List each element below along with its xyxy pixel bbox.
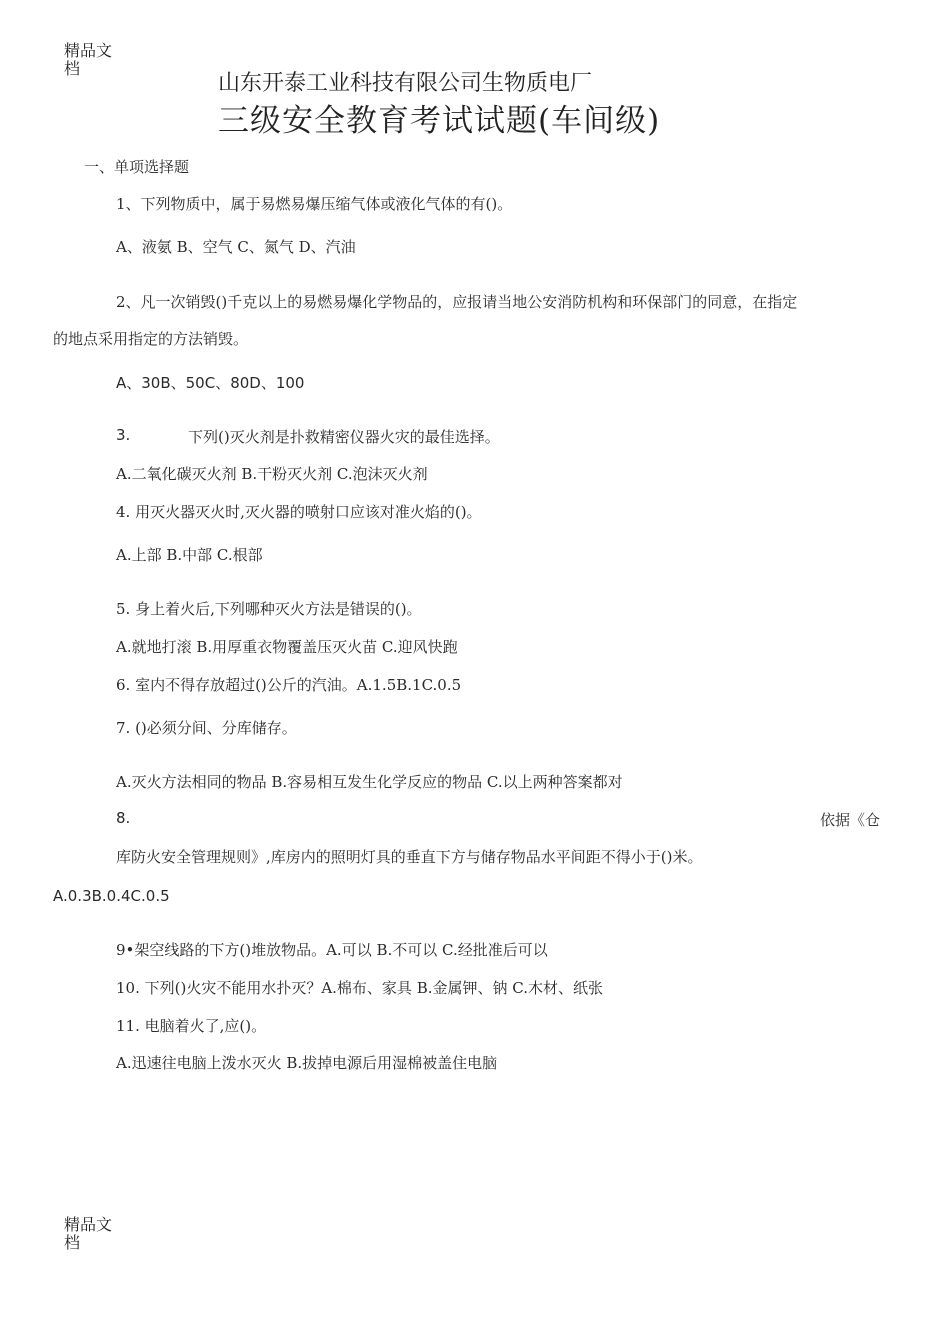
question-8: 库防火安全管理规则》,库房内的照明灯具的垂直下方与储存物品水平间距不得小于()米。 [116, 848, 703, 866]
watermark-bottom: 精品文档 [64, 1215, 113, 1252]
question-8-number: 8. [116, 809, 131, 827]
question-7: 7. ()必须分间、分库储存。 [116, 719, 297, 737]
company-title: 山东开泰工业科技有限公司生物质电厂 [218, 71, 593, 96]
question-10: 10. 下列()火灾不能用水扑灭？A.棉布、家具 B.金属钾、钠 C.木材、纸张 [116, 979, 603, 997]
question-3-number: 3. [116, 426, 131, 444]
question-2-options: A、30B、50C、80D、100 [116, 374, 305, 392]
question-2-line2: 的地点采用指定的方法销毁。 [53, 330, 249, 348]
question-4: 4. 用灭火器灭火时,灭火器的喷射口应该对准火焰的()。 [116, 503, 482, 521]
question-5: 5. 身上着火后,下列哪种灭火方法是错误的()。 [116, 600, 422, 618]
question-7-options: A.灭火方法相同的物品 B.容易相互发生化学反应的物品 C.以上两种答案都对 [116, 773, 623, 791]
question-8-lead: 依据《仓 [820, 811, 881, 829]
question-2-line1: 2、凡一次销毁()千克以上的易燃易爆化学物品的，应报请当地公安消防机构和环保部门的同意，在指定 [116, 293, 798, 311]
question-3: 下列()灭火剂是扑救精密仪器火灾的最佳选择。 [188, 428, 500, 446]
question-3-options: A.二氧化碳灭火剂 B.干粉灭火剂 C.泡沫灭火剂 [116, 465, 428, 483]
question-4-options: A.上部 B.中部 C.根部 [116, 546, 263, 564]
question-1-options: A、液氨 B、空气 C、氮气 D、汽油 [116, 238, 356, 256]
watermark-top: 精品文档 [64, 41, 113, 78]
section-title: 一、单项选择题 [84, 158, 190, 176]
question-11: 11. 电脑着火了,应()。 [116, 1017, 267, 1035]
question-1: 1、下列物质中，属于易燃易爆压缩气体或液化气体的有()。 [116, 195, 513, 213]
exam-title: 三级安全教育考试试题(车间级) [218, 103, 661, 139]
question-9: 9•架空线路的下方()堆放物品。A.可以 B.不可以 C.经批准后可以 [116, 941, 548, 959]
question-11-options: A.迅速往电脑上泼水灭火 B.拔掉电源后用湿棉被盖住电脑 [116, 1054, 498, 1072]
question-6: 6. 室内不得存放超过()公斤的汽油。A.1.5B.1C.0.5 [116, 676, 462, 694]
question-5-options: A.就地打滚 B.用厚重衣物覆盖压灭火苗 C.迎风快跑 [116, 638, 458, 656]
question-8-options: A.0.3B.0.4C.0.5 [53, 887, 170, 905]
